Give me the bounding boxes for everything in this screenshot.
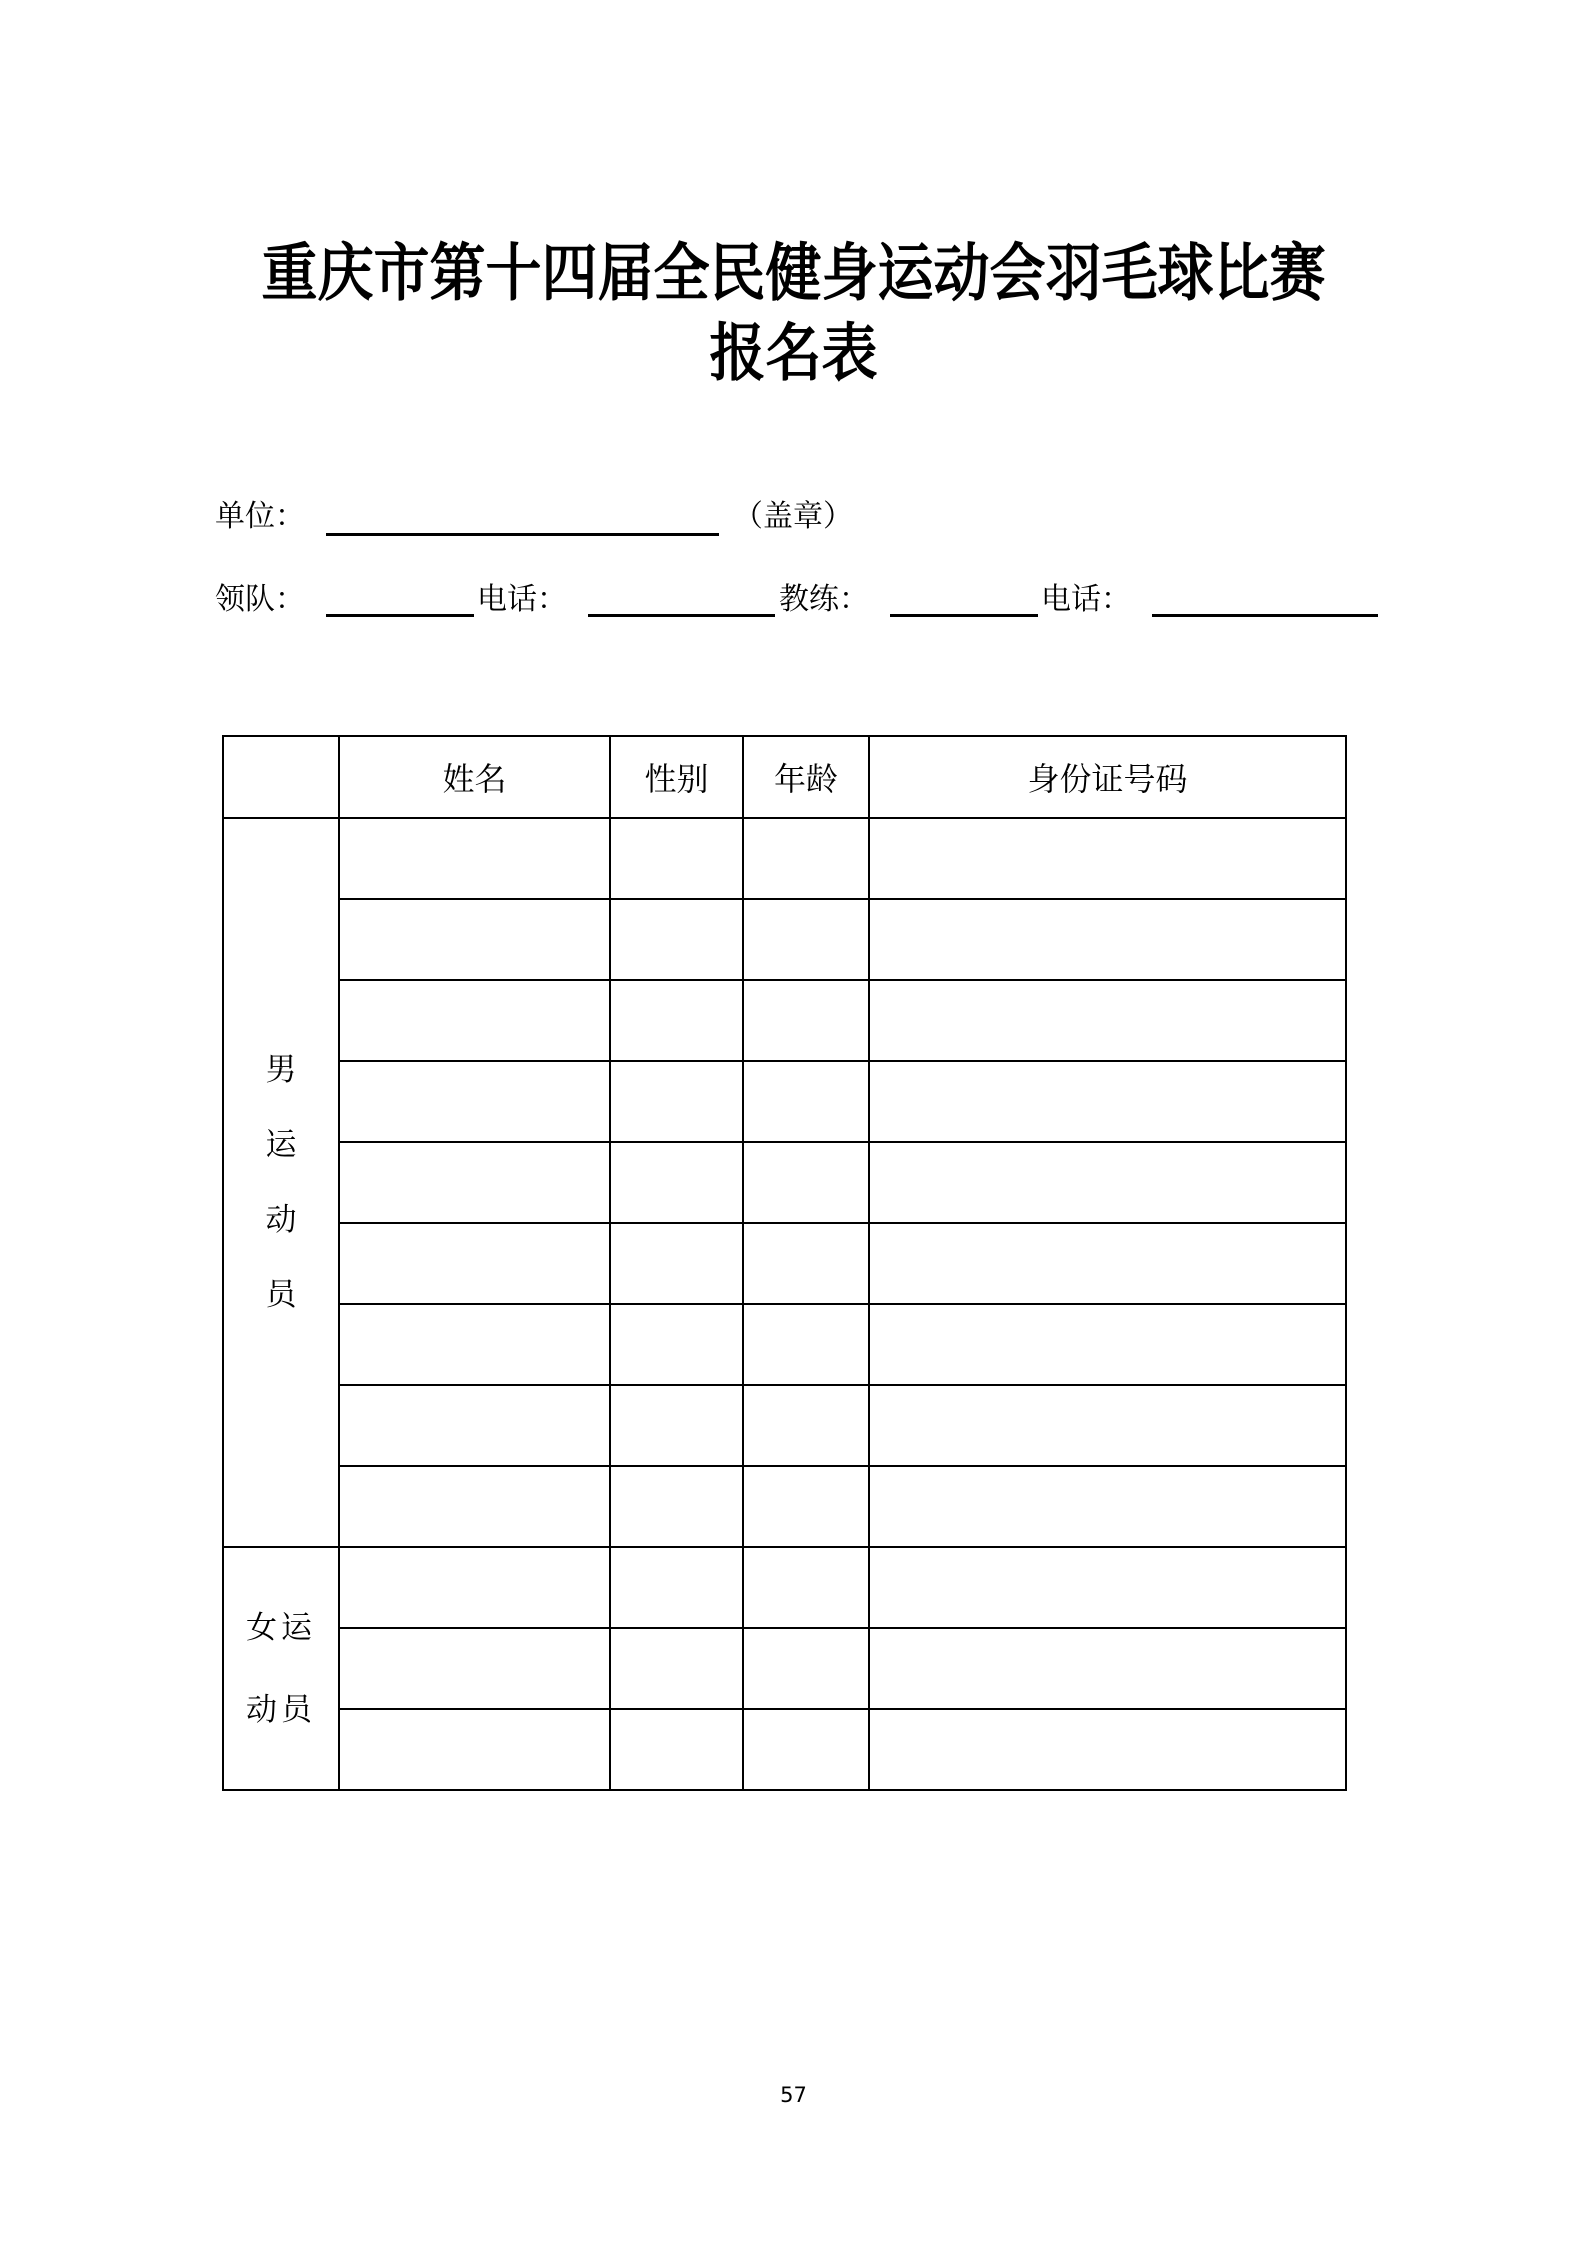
- header-row: [223, 736, 1346, 818]
- gender-cell[interactable]: [610, 899, 743, 980]
- id-number-cell[interactable]: [869, 899, 1346, 980]
- id-number-cell[interactable]: [869, 1061, 1346, 1142]
- table-row: [223, 1061, 1346, 1142]
- id-number-cell[interactable]: [869, 1385, 1346, 1466]
- table-row: [223, 1385, 1346, 1466]
- name-cell[interactable]: [339, 1385, 610, 1466]
- name-cell[interactable]: [339, 1628, 610, 1709]
- age-cell[interactable]: [743, 818, 869, 899]
- id-number-cell[interactable]: [869, 1709, 1346, 1790]
- name-cell[interactable]: [339, 818, 610, 899]
- female-label-line: 女运: [246, 1609, 316, 1646]
- name-cell[interactable]: [339, 1223, 610, 1304]
- id-number-cell[interactable]: [869, 1223, 1346, 1304]
- id-number-cell[interactable]: [869, 1466, 1346, 1547]
- name-cell[interactable]: [339, 980, 610, 1061]
- table-row: [223, 1547, 1346, 1628]
- name-cell[interactable]: [339, 1142, 610, 1223]
- header-name: 姓名: [339, 736, 610, 818]
- gender-cell[interactable]: [610, 1628, 743, 1709]
- header-category: [223, 736, 339, 818]
- gender-cell[interactable]: [610, 1385, 743, 1466]
- table-row: [223, 1142, 1346, 1223]
- table-row: [223, 818, 1346, 899]
- table-row: [223, 1304, 1346, 1385]
- leader-phone-field[interactable]: [588, 614, 775, 617]
- male-label-char: 运: [265, 1126, 297, 1163]
- table-row: [223, 1709, 1346, 1790]
- gender-cell[interactable]: [610, 818, 743, 899]
- age-cell[interactable]: [743, 1304, 869, 1385]
- gender-cell[interactable]: [610, 1547, 743, 1628]
- age-cell[interactable]: [743, 1466, 869, 1547]
- header-gender: 性别: [610, 736, 743, 818]
- female-athletes-label: [223, 1547, 339, 1790]
- age-cell[interactable]: [743, 1061, 869, 1142]
- unit-label: 单位：: [215, 499, 305, 534]
- table-row: [223, 1223, 1346, 1304]
- male-label-char: 动: [265, 1201, 297, 1238]
- age-cell[interactable]: [743, 1628, 869, 1709]
- table-row: [223, 899, 1346, 980]
- gender-cell[interactable]: [610, 1142, 743, 1223]
- id-number-cell[interactable]: [869, 1547, 1346, 1628]
- age-cell[interactable]: [743, 1547, 869, 1628]
- gender-cell[interactable]: [610, 1061, 743, 1142]
- coach-phone-label: 电话：: [1041, 582, 1131, 617]
- seal-note: （盖章）: [733, 499, 853, 534]
- coach-field[interactable]: [890, 614, 1038, 617]
- age-cell[interactable]: [743, 899, 869, 980]
- age-cell[interactable]: [743, 1223, 869, 1304]
- id-number-cell[interactable]: [869, 818, 1346, 899]
- coach-label: 教练：: [779, 582, 869, 617]
- name-cell[interactable]: [339, 1304, 610, 1385]
- unit-field[interactable]: [326, 533, 719, 536]
- name-cell[interactable]: [339, 1466, 610, 1547]
- table-row: [223, 1628, 1346, 1709]
- header-id-number: 身份证号码: [869, 736, 1346, 818]
- name-cell[interactable]: [339, 1709, 610, 1790]
- male-label-char: 男: [265, 1051, 297, 1088]
- registration-table: [222, 735, 1347, 1791]
- age-cell[interactable]: [743, 980, 869, 1061]
- title-line-1: 重庆市第十四届全民健身运动会羽毛球比赛: [261, 236, 1326, 310]
- leader-label: 领队：: [215, 582, 305, 617]
- gender-cell[interactable]: [610, 1709, 743, 1790]
- id-number-cell[interactable]: [869, 1304, 1346, 1385]
- id-number-cell[interactable]: [869, 1628, 1346, 1709]
- leader-phone-label: 电话：: [477, 582, 567, 617]
- age-cell[interactable]: [743, 1142, 869, 1223]
- age-cell[interactable]: [743, 1709, 869, 1790]
- name-cell[interactable]: [339, 899, 610, 980]
- leader-field[interactable]: [326, 614, 474, 617]
- id-number-cell[interactable]: [869, 980, 1346, 1061]
- age-cell[interactable]: [743, 1385, 869, 1466]
- page-number: 57: [780, 2083, 807, 2107]
- male-label-char: 员: [265, 1276, 297, 1313]
- gender-cell[interactable]: [610, 1304, 743, 1385]
- id-number-cell[interactable]: [869, 1142, 1346, 1223]
- name-cell[interactable]: [339, 1061, 610, 1142]
- male-athletes-label: [223, 818, 339, 1547]
- female-label-line: 动员: [246, 1691, 316, 1728]
- header-age: 年龄: [743, 736, 869, 818]
- gender-cell[interactable]: [610, 1223, 743, 1304]
- table-row: [223, 1466, 1346, 1547]
- gender-cell[interactable]: [610, 980, 743, 1061]
- gender-cell[interactable]: [610, 1466, 743, 1547]
- table-row: [223, 980, 1346, 1061]
- name-cell[interactable]: [339, 1547, 610, 1628]
- title-line-2: 报名表: [709, 316, 878, 390]
- coach-phone-field[interactable]: [1152, 614, 1378, 617]
